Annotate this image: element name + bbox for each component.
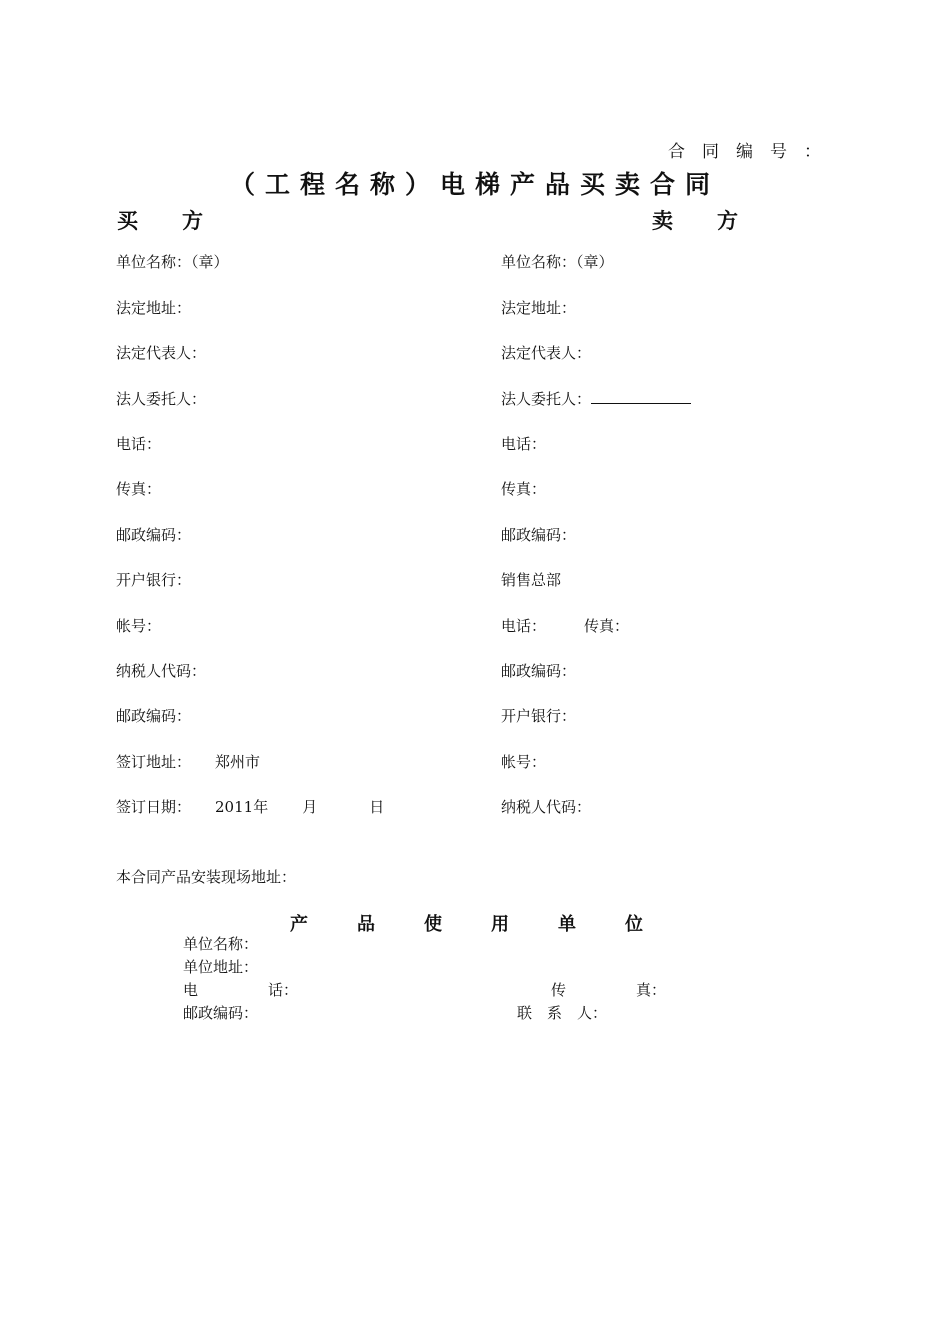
buyer-unit-name: 单位名称：（章） <box>116 253 229 271</box>
buyer-sign-date <box>116 797 384 817</box>
buyer-tax-code: 纳税人代码： <box>116 662 207 680</box>
seller-bank: 开户银行： <box>501 707 577 725</box>
buyer-authorized-agent: 法人委托人： <box>116 390 207 408</box>
hq-phone-label: 电话： <box>501 617 547 635</box>
seller-legal-representative: 法定代表人： <box>501 344 592 362</box>
sign-date-year: 2011年 <box>215 798 269 816</box>
user-unit-address: 单位地址： <box>183 958 259 976</box>
sign-date-day: 日 <box>369 798 385 816</box>
buyer-heading: 买方 <box>117 209 247 233</box>
seller-account: 帐号： <box>501 753 547 771</box>
seller-postcode-2: 邮政编码： <box>501 662 577 680</box>
buyer-account: 帐号： <box>116 617 162 635</box>
user-unit-heading: 产品使用单位 <box>290 914 692 935</box>
seller-fax: 传真： <box>501 480 547 498</box>
seller-postcode: 邮政编码： <box>501 526 577 544</box>
document-title: （工程名称）电梯产品买卖合同 <box>229 170 720 199</box>
buyer-fax: 传真： <box>116 480 162 498</box>
buyer-postcode: 邮政编码： <box>116 526 192 544</box>
sign-date-month: 月 <box>302 798 318 816</box>
user-unit-fax-a: 传 <box>551 981 567 999</box>
authorized-agent-blank <box>591 389 691 404</box>
buyer-postcode-2: 邮政编码： <box>116 707 192 725</box>
seller-heading: 卖方 <box>652 209 782 233</box>
seller-phone: 电话： <box>501 435 547 453</box>
sign-date-label: 签订日期： <box>116 798 192 816</box>
buyer-legal-address: 法定地址： <box>116 299 192 317</box>
seller-hq-contact <box>501 616 629 636</box>
buyer-legal-representative: 法定代表人： <box>116 344 207 362</box>
buyer-phone: 电话： <box>116 435 162 453</box>
buyer-bank: 开户银行： <box>116 571 192 589</box>
seller-tax-code: 纳税人代码： <box>501 798 592 816</box>
user-unit-postcode: 邮政编码： <box>183 1004 259 1022</box>
seller-sales-hq: 销售总部 <box>501 571 562 589</box>
user-unit-phone-b: 话： <box>268 981 299 999</box>
user-unit-name: 单位名称： <box>183 935 259 953</box>
sign-place-value: 郑州市 <box>215 753 261 771</box>
user-unit-phone-a: 电 <box>183 981 199 999</box>
user-unit-contact: 联 系 人： <box>517 1004 608 1022</box>
seller-authorized-agent-label: 法人委托人： <box>501 390 592 408</box>
seller-authorized-agent <box>501 389 691 409</box>
hq-fax-label: 传真： <box>584 617 630 635</box>
buyer-sign-place <box>116 752 260 772</box>
site-address-label: 本合同产品安装现场地址： <box>116 868 297 886</box>
seller-unit-name: 单位名称：（章） <box>501 253 614 271</box>
sign-place-label: 签订地址： <box>116 753 192 771</box>
seller-legal-address: 法定地址： <box>501 299 577 317</box>
user-unit-fax-b: 真： <box>636 981 667 999</box>
contract-number-label: 合同编号： <box>668 142 838 162</box>
